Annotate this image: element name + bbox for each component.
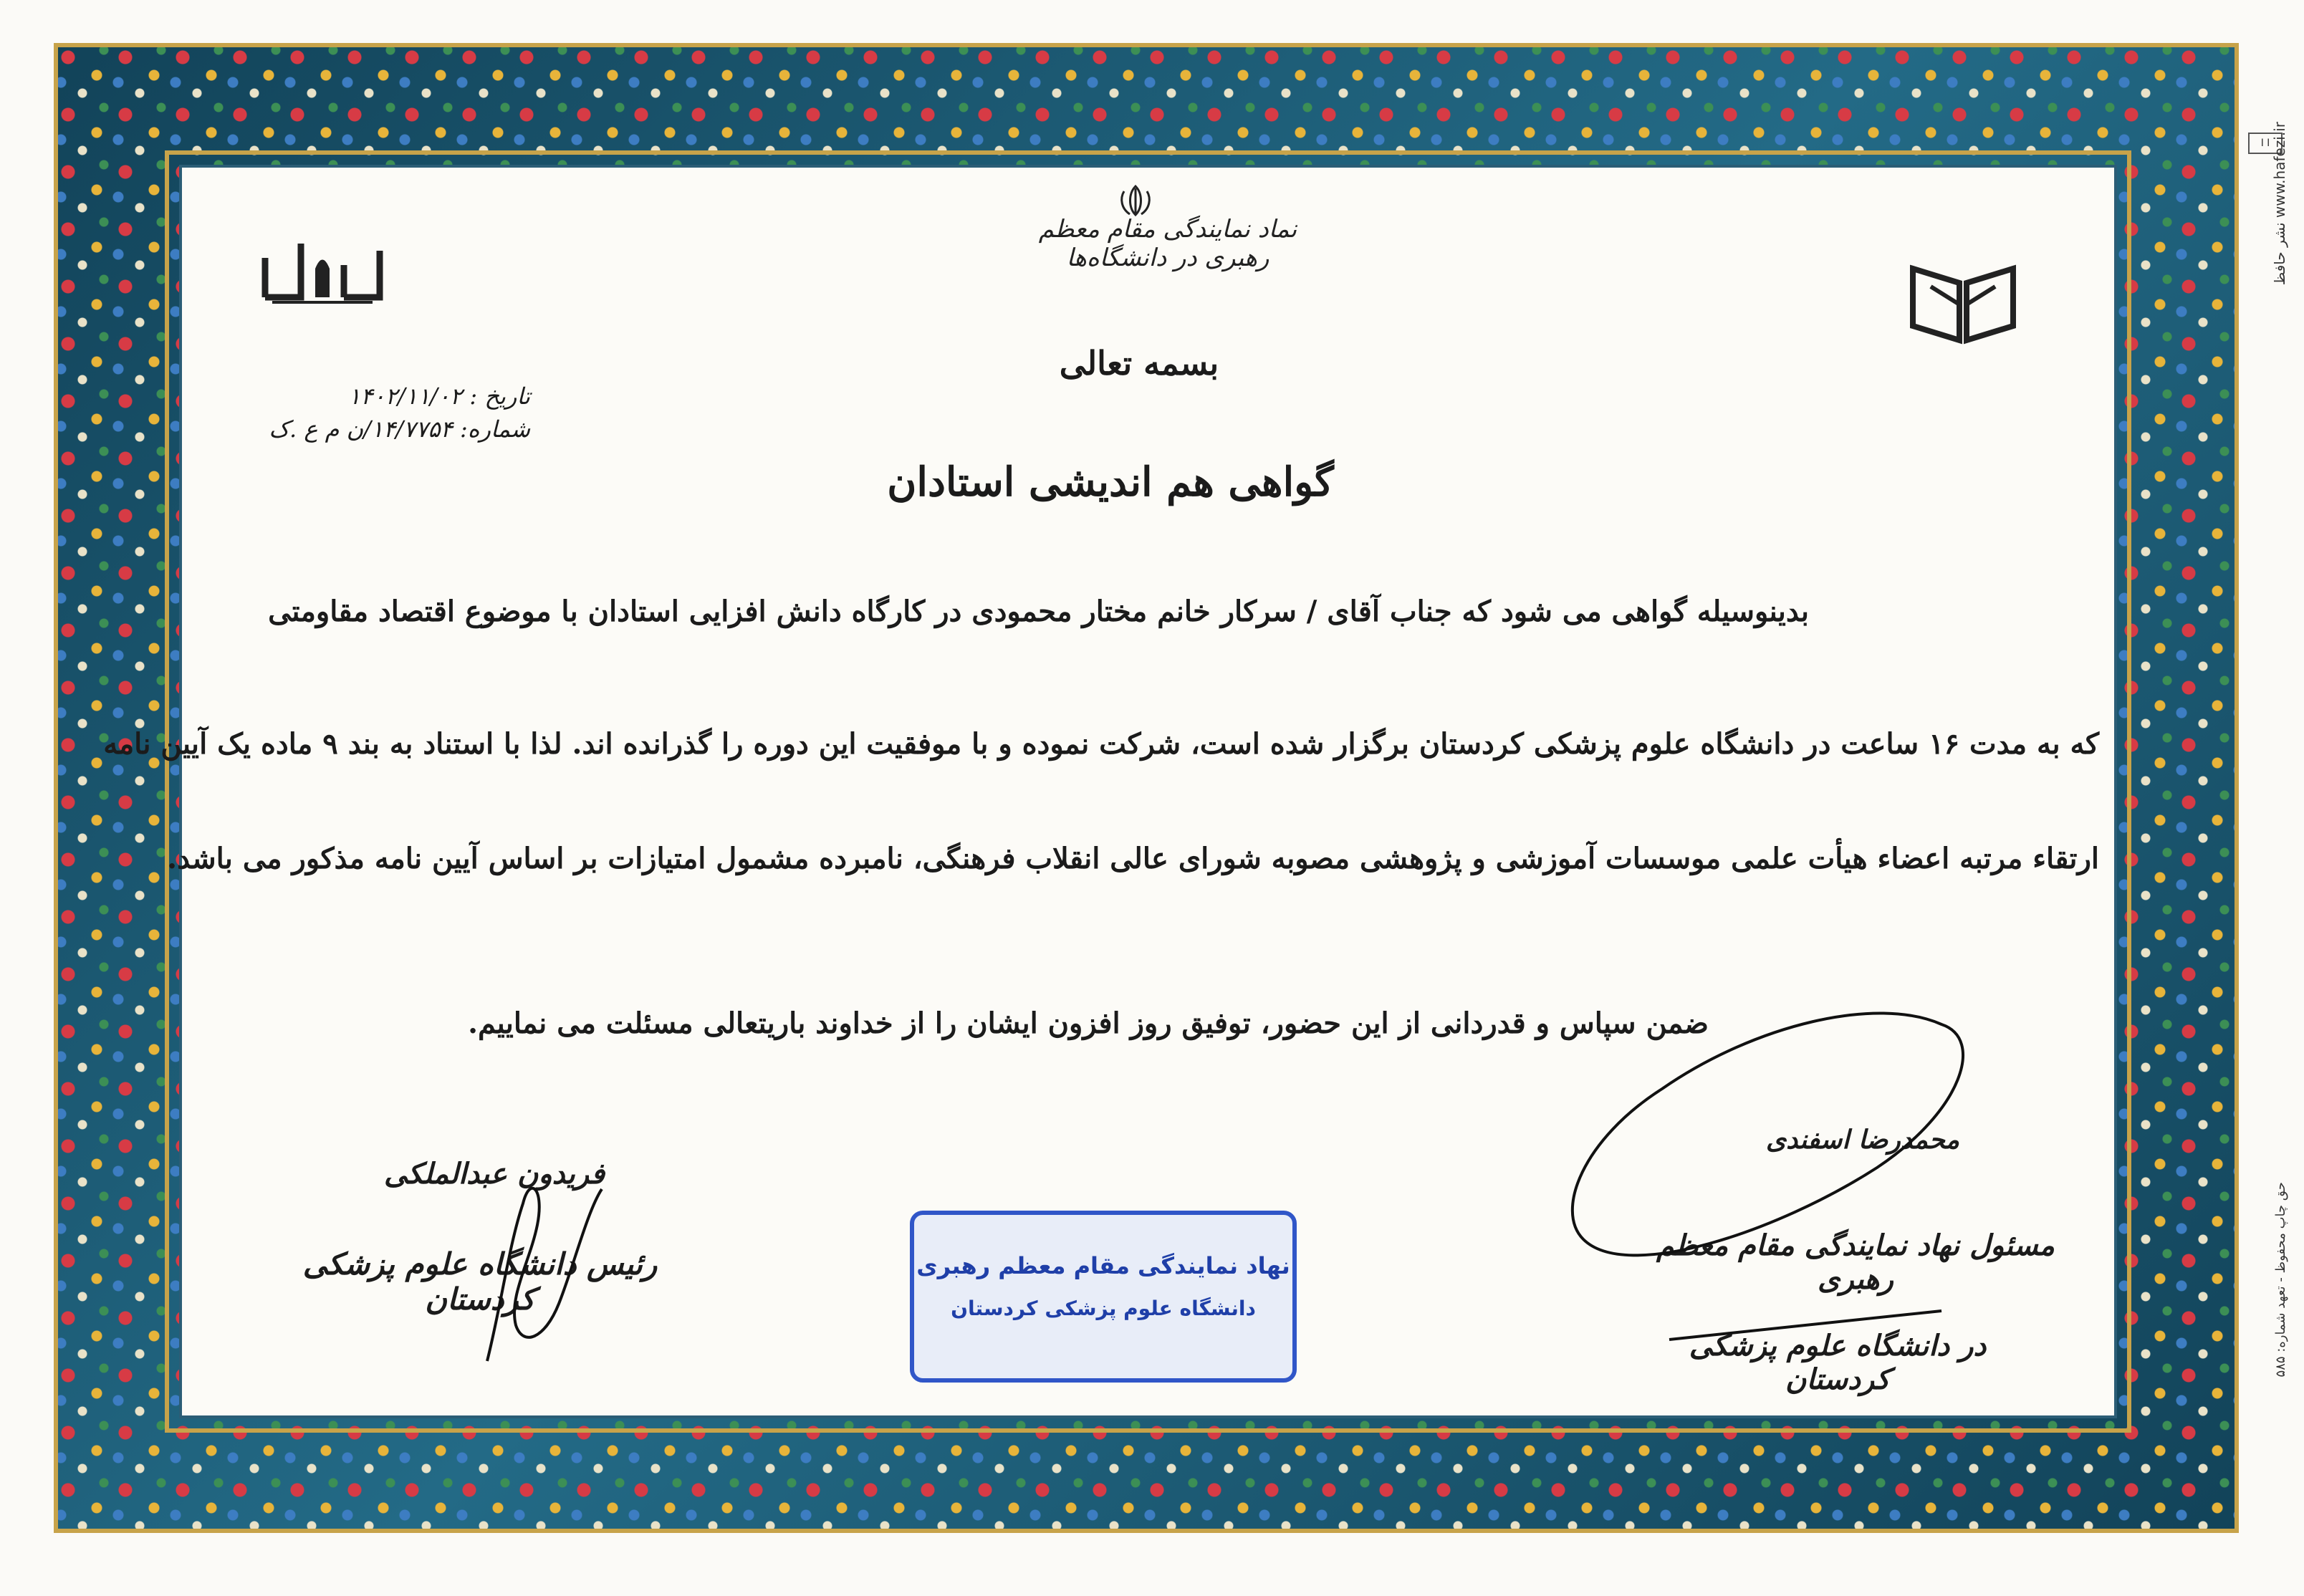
- date-number-block: [244, 380, 530, 446]
- right-signer-name: محمدرضا اسفندی: [1766, 1125, 1959, 1155]
- right-signer-title: مسئول نهاد نمایندگی مقام معظم رهبری: [1656, 1229, 2055, 1296]
- body-line-3: ارتقاء مرتبه اعضاء هیأت علمی موسسات آموزشی و پژوهشی مصوبه شورای عالی انقلاب فرهنگی، نامبرده مشمول امتیازات بر اساس آیین نامه مذکور می باشد.: [167, 842, 2099, 875]
- left-signer-name: فریدون عبدالملکی: [384, 1157, 605, 1191]
- national-emblem-icon: [1114, 183, 1157, 218]
- body-line-4: ضمن سپاس و قدردانی از این حضور، توفیق روز افزون ایشان را از خداوند باریتعالی مسئلت می نماییم.: [468, 1006, 1709, 1040]
- stamp-line-2: دانشگاه علوم پزشکی کردستان: [951, 1297, 1256, 1320]
- body-line-1: بدینوسیله گواهی می شود که جناب آقای / سرکار خانم مختار محمودی در کارگاه دانش افزایی استادان با موضوع اقتصاد مقاومتی: [268, 595, 1809, 628]
- official-stamp: [910, 1211, 1297, 1383]
- header-caption: نماد نمایندگی مقام معظم رهبری در دانشگاه‌ها: [1038, 215, 1297, 272]
- certificate-title: گواهی هم اندیشی استادان: [887, 458, 1334, 506]
- bismillah-heading: بسمه تعالی: [1059, 344, 1219, 383]
- university-logo-icon: [258, 229, 387, 308]
- publisher-note: نشر حافظ www.hafezi.ir: [2271, 122, 2288, 286]
- print-note: حق چاپ محفوظ - تعهد شماره: ۵۸۵: [2273, 1182, 2288, 1378]
- date-line: تاریخ : ۱۴۰۲/۱۱/۰۲: [348, 383, 530, 410]
- stamp-line-1: نهاد نمایندگی مقام معظم رهبری: [916, 1252, 1290, 1279]
- body-line-2: که به مدت ۱۶ ساعت در دانشگاه علوم پزشکی کردستان برگزار شده است، شرکت نموده و با موفقیت این دوره را گذرانده اند. لذا با استناد به بند ۹ ماده یک آیین نامه: [103, 727, 2099, 761]
- open-book-logo-icon: [1902, 254, 2024, 347]
- right-signer-subtitle: در دانشگاه علوم پزشکی کردستان: [1689, 1329, 1987, 1396]
- number-line: شماره: ۱۴/۷۷۵۴/ن م ع .ک: [269, 415, 530, 443]
- publisher-mark: ا ا: [2248, 133, 2283, 154]
- left-signer-title: رئیس دانشگاه علوم پزشکی کردستان: [302, 1246, 658, 1317]
